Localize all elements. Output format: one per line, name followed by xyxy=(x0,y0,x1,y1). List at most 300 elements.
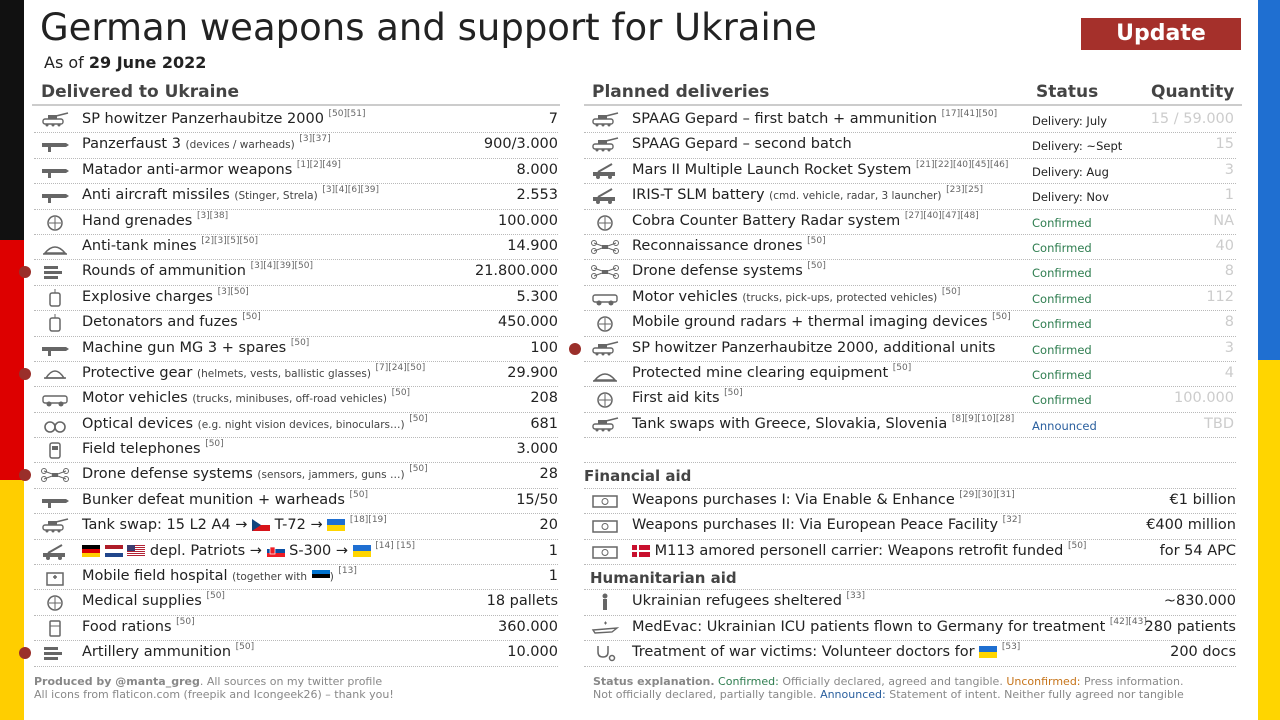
quantity-value: 100.000 xyxy=(1174,390,1234,407)
row-value: 208 xyxy=(530,390,558,407)
mine-clearing-icon xyxy=(590,364,620,384)
label-text: Matador anti-armor weapons xyxy=(82,161,293,178)
delivered-header: Delivered to Ukraine xyxy=(41,82,240,102)
quantity-value: 8 xyxy=(1224,314,1234,331)
quantity-value: 1 xyxy=(1224,187,1234,204)
highlight-dot xyxy=(19,647,31,659)
quantity-value: 15 / 59.000 xyxy=(1150,111,1234,127)
rocket-launcher-icon xyxy=(40,135,70,155)
radar-icon xyxy=(590,313,620,333)
status-value: Delivery: ~Sept xyxy=(1032,139,1123,154)
label-text: Mobile ground radars + thermal imaging devices xyxy=(632,314,988,331)
grenade-icon xyxy=(40,212,70,232)
label-text: Tank swaps with Greece, Slovakia, Slovenia xyxy=(632,415,948,432)
row-label xyxy=(82,111,366,127)
financial-header: Financial aid xyxy=(584,463,1236,488)
landmine-icon xyxy=(40,237,70,257)
financial-row xyxy=(584,540,1236,565)
delivered-row xyxy=(34,438,558,463)
planned-header: Planned deliveries xyxy=(592,82,770,102)
flag-sk-icon xyxy=(267,545,285,557)
references: [3][37] xyxy=(299,134,331,145)
planned-row xyxy=(584,311,1236,336)
label-text: Motor vehicles xyxy=(632,288,738,305)
row-label xyxy=(82,286,249,305)
spaag-icon xyxy=(590,110,620,130)
label-text: Cobra Counter Battery Radar system xyxy=(632,212,901,229)
row-label xyxy=(82,441,224,457)
label-text: M113 amored personell carrier: Weapons retrofit funded xyxy=(654,542,1064,559)
delivered-row xyxy=(34,337,558,362)
quantity-value: 40 xyxy=(1215,237,1234,254)
spaag-icon xyxy=(590,135,620,155)
status-value: Confirmed xyxy=(1032,342,1092,357)
row-label xyxy=(82,337,310,356)
howitzer-icon xyxy=(40,110,70,130)
row-label xyxy=(632,644,1020,660)
status-expl-title: Status explanation. xyxy=(593,675,715,688)
row-label xyxy=(82,136,331,152)
status-value: Confirmed xyxy=(1032,393,1092,408)
flag-dk-icon xyxy=(632,545,650,557)
delivered-row xyxy=(34,159,558,184)
references: [42][43] xyxy=(1109,616,1147,627)
delivered-row xyxy=(34,565,558,590)
delivered-row xyxy=(34,590,558,615)
binoculars-icon xyxy=(40,415,70,435)
references: [29][30][31] xyxy=(959,489,1015,500)
planned-row xyxy=(584,362,1236,387)
tank-icon xyxy=(40,516,70,536)
label-text: Drone defense systems xyxy=(632,263,803,280)
planned-header-rule xyxy=(584,104,1242,106)
subtitle-prefix: As of xyxy=(44,53,84,72)
row-value: 20 xyxy=(539,517,558,534)
humanitarian-row xyxy=(584,590,1236,615)
delivered-row xyxy=(34,133,558,158)
humanitarian-value: 280 patients xyxy=(1144,618,1236,635)
financial-row xyxy=(584,489,1236,514)
delivered-row xyxy=(34,286,558,311)
credits-footer xyxy=(34,675,394,701)
produced-by: Produced by @manta_greg xyxy=(34,675,200,688)
label-text: Tank swap: 15 L2 A4 → xyxy=(82,517,248,534)
status-explanation xyxy=(593,675,1184,701)
label-note-2: ) xyxy=(329,571,334,584)
medevac-icon xyxy=(590,618,620,638)
row-value: 450.000 xyxy=(498,314,558,331)
highlight-dot xyxy=(19,368,31,380)
references: [8][9][10][28] xyxy=(951,413,1015,424)
announced-text: Statement of intent. Neither fully agreed nor tangible xyxy=(889,688,1184,701)
status-value: Confirmed xyxy=(1032,367,1092,382)
confirmed-word: Confirmed: xyxy=(718,675,779,688)
row-value: 681 xyxy=(530,415,558,432)
air-defense-icon xyxy=(590,186,620,206)
row-value: 14.900 xyxy=(507,237,558,254)
references: [1][2][49] xyxy=(296,159,341,170)
financial-row xyxy=(584,514,1236,539)
row-label xyxy=(82,235,258,254)
drone-icon xyxy=(590,262,620,282)
row-label xyxy=(82,187,379,203)
status-value: Confirmed xyxy=(1032,240,1092,255)
row-label xyxy=(632,593,865,609)
page-subtitle xyxy=(44,53,206,72)
references: [3][4][39][50] xyxy=(250,261,314,272)
label-text: SP howitzer Panzerhaubitze 2000, additional units xyxy=(632,339,996,356)
quantity-value: 4 xyxy=(1224,364,1234,381)
label-text: Detonators and fuzes xyxy=(82,314,238,331)
ammunition-icon xyxy=(40,262,70,282)
delivered-row xyxy=(34,311,558,336)
vehicle-icon xyxy=(590,288,620,308)
planned-row xyxy=(584,133,1236,158)
label-text: Protected mine clearing equipment xyxy=(632,364,889,381)
status-value: Announced xyxy=(1032,418,1097,433)
howitzer-icon xyxy=(590,339,620,359)
status-value: Confirmed xyxy=(1032,266,1092,281)
references: [27][40][47][48] xyxy=(904,210,979,221)
ukraine-flag-stripe xyxy=(1258,0,1280,720)
flag-de-icon xyxy=(82,545,100,557)
label-text: depl. Patriots → xyxy=(149,542,262,559)
delivered-row xyxy=(34,387,558,412)
row-label xyxy=(82,593,225,609)
explosive-icon xyxy=(40,288,70,308)
artillery-icon xyxy=(40,643,70,663)
references: [50][51] xyxy=(328,109,366,119)
label-text: IRIS-T SLM battery xyxy=(632,187,765,204)
label-text: Anti-tank mines xyxy=(82,237,197,254)
label-note: (sensors, jammers, guns …) xyxy=(257,469,405,482)
delivered-row xyxy=(34,184,558,209)
row-label xyxy=(632,187,983,203)
planned-row xyxy=(584,159,1236,184)
references: [50] xyxy=(349,489,369,500)
delivered-row xyxy=(34,514,558,539)
delivered-row xyxy=(34,260,558,285)
quantity-value: NA xyxy=(1213,212,1234,229)
humanitarian-value: ~830.000 xyxy=(1163,593,1236,610)
references: [50] xyxy=(409,413,428,424)
hospital-icon xyxy=(40,567,70,587)
money-icon xyxy=(590,542,620,562)
flag-ee-icon xyxy=(312,570,330,582)
delivered-list xyxy=(34,108,558,667)
label-text: First aid kits xyxy=(632,390,720,407)
food-icon xyxy=(40,618,70,638)
row-label xyxy=(82,314,261,330)
row-label xyxy=(632,340,995,356)
flag-nl-icon xyxy=(105,545,123,557)
financial-value: €400 million xyxy=(1146,517,1236,534)
row-value: 1 xyxy=(548,542,558,559)
german-flag-stripe xyxy=(0,0,24,720)
row-label xyxy=(632,517,1021,533)
references: [50] xyxy=(391,388,411,399)
subtitle-date: 29 June 2022 xyxy=(88,53,207,72)
row-value: 3.000 xyxy=(516,441,558,458)
financial-value: for 54 APC xyxy=(1159,542,1236,559)
references: [14] [15] xyxy=(375,540,416,551)
planned-row xyxy=(584,108,1236,133)
planned-row xyxy=(584,387,1236,412)
label-text: Weapons purchases II: Via European Peace Facility xyxy=(632,517,999,534)
row-label xyxy=(82,263,313,279)
drone-icon xyxy=(40,465,70,485)
refugee-icon xyxy=(590,592,620,612)
rocket-launcher-icon xyxy=(40,491,70,511)
label-text: Bunker defeat munition + warheads xyxy=(82,491,345,508)
row-label xyxy=(632,210,979,229)
row-label xyxy=(82,159,341,178)
label-note: (devices / warheads) xyxy=(185,139,295,152)
page-title: German weapons and support for Ukraine xyxy=(40,6,817,49)
quantity-value: 3 xyxy=(1224,161,1234,178)
flag-us-icon xyxy=(127,545,145,557)
humanitarian-row xyxy=(584,641,1236,666)
label-note: (together with xyxy=(232,571,308,584)
label-text: Machine gun MG 3 + spares xyxy=(82,339,287,356)
delivered-row xyxy=(34,413,558,438)
delivered-row xyxy=(34,362,558,387)
delivered-header-rule xyxy=(32,104,560,106)
highlight-dot xyxy=(19,469,31,481)
status-value: Confirmed xyxy=(1032,215,1092,230)
references: [7][24][50] xyxy=(375,362,426,373)
references: [50] xyxy=(892,362,912,373)
row-value: 100 xyxy=(530,339,558,356)
label-text: Optical devices xyxy=(82,415,194,432)
planned-row xyxy=(584,184,1236,209)
status-value: Delivery: July xyxy=(1032,114,1108,128)
delivered-row xyxy=(34,210,558,235)
label-text: Anti aircraft missiles xyxy=(82,187,230,204)
missile-launcher-icon xyxy=(40,542,70,562)
row-label xyxy=(632,616,1147,635)
row-value: 10.000 xyxy=(507,644,558,661)
references: [17][41][50] xyxy=(941,109,998,119)
row-label xyxy=(632,390,743,406)
label-text: Artillery ammunition xyxy=(82,644,232,661)
row-value: 360.000 xyxy=(498,618,558,635)
row-label xyxy=(82,568,357,584)
label-text: Mobile field hospital xyxy=(82,568,228,585)
row-label xyxy=(82,413,428,432)
references: [53] xyxy=(1001,642,1021,653)
planned-row xyxy=(584,337,1236,362)
status-value: Delivery: Nov xyxy=(1032,190,1109,205)
planned-row xyxy=(584,235,1236,260)
row-label xyxy=(632,286,961,305)
rocket-launcher-icon xyxy=(40,161,70,181)
label-text: Explosive charges xyxy=(82,288,213,305)
delivered-row xyxy=(34,489,558,514)
unconfirmed-word: Unconfirmed: xyxy=(1006,675,1081,688)
label-note: (helmets, vests, ballistic glasses) xyxy=(197,367,371,380)
delivered-row xyxy=(34,540,558,565)
references: [23][25] xyxy=(946,185,984,196)
row-label xyxy=(632,540,1087,559)
row-value: 15/50 xyxy=(516,491,558,508)
label-text: Mars II Multiple Launch Rocket System xyxy=(632,161,912,178)
humanitarian-header: Humanitarian aid xyxy=(584,565,1236,590)
delivered-row xyxy=(34,641,558,666)
label-text: Ukrainian refugees sheltered xyxy=(632,593,842,610)
field-telephone-icon xyxy=(40,440,70,460)
radar-icon xyxy=(590,212,620,232)
label-note: (e.g. night vision devices, binoculars…) xyxy=(197,418,405,431)
row-value: 29.900 xyxy=(507,364,558,381)
label-text: Drone defense systems xyxy=(82,466,253,483)
references: [50] xyxy=(242,312,261,323)
label-text: Treatment of war victims: Volunteer doctors for xyxy=(632,644,975,661)
delivered-row xyxy=(34,616,558,641)
references: [50] xyxy=(205,439,224,450)
quantity-value: 112 xyxy=(1206,288,1234,305)
row-value: 28 xyxy=(539,466,558,483)
row-label xyxy=(632,413,1015,432)
status-header: Status xyxy=(1036,82,1099,102)
references: [50] xyxy=(941,286,961,297)
references: [21][22][40][45][46] xyxy=(916,159,1009,170)
quantity-value: 3 xyxy=(1224,339,1234,356)
row-label xyxy=(82,644,254,660)
humanitarian-row xyxy=(584,616,1236,641)
stethoscope-icon xyxy=(590,643,620,663)
references: [50] xyxy=(290,337,310,348)
label-text: Weapons purchases I: Via Enable & Enhance xyxy=(632,491,955,508)
references: [50] xyxy=(807,261,826,272)
planned-row xyxy=(584,286,1236,311)
humanitarian-value: 200 docs xyxy=(1170,644,1236,661)
label-note: (trucks, pick-ups, protected vehicles) xyxy=(742,291,938,304)
highlight-dot xyxy=(19,266,31,278)
first-aid-icon xyxy=(590,389,620,409)
references: [50] xyxy=(724,388,743,399)
references: [50] xyxy=(235,642,255,653)
row-label xyxy=(82,489,369,508)
row-value: 18 pallets xyxy=(486,593,558,610)
confirmed-text: Officially declared, agreed and tangible. xyxy=(782,675,1003,688)
tank-icon xyxy=(590,415,620,435)
recon-drone-icon xyxy=(590,237,620,257)
label-text: Food rations xyxy=(82,618,172,635)
row-label xyxy=(82,390,410,406)
quantity-value: 8 xyxy=(1224,263,1234,280)
missile-icon xyxy=(40,186,70,206)
row-label xyxy=(82,540,416,559)
label-text: MedEvac: Ukrainian ICU patients flown to Germany for treatment xyxy=(632,618,1106,635)
label-text: SPAAG Gepard – first batch + ammunition xyxy=(632,111,938,127)
medical-icon xyxy=(40,592,70,612)
label-text: SP howitzer Panzerhaubitze 2000 xyxy=(82,111,324,127)
flag-ua-icon xyxy=(353,545,371,557)
helmet-icon xyxy=(40,364,70,384)
status-value: Confirmed xyxy=(1032,317,1092,332)
row-label xyxy=(82,210,229,229)
label-text: Motor vehicles xyxy=(82,390,188,407)
quantity-header: Quantity xyxy=(1151,82,1235,102)
references: [2][3][5][50] xyxy=(201,235,258,246)
highlight-dot xyxy=(569,343,581,355)
vehicle-icon xyxy=(40,389,70,409)
rocket-system-icon xyxy=(590,161,620,181)
row-label xyxy=(82,466,428,482)
label-text: Hand grenades xyxy=(82,212,193,229)
references: [33] xyxy=(846,591,866,602)
row-label xyxy=(82,616,195,635)
flag-ua-icon xyxy=(979,646,997,658)
flag-ua-icon xyxy=(327,519,345,531)
row-label xyxy=(632,111,997,127)
icons-credit: All icons from flaticon.com (freepik and Icongeek26) – thank you! xyxy=(34,688,394,701)
label-note: (trucks, minibuses, off-road vehicles) xyxy=(192,393,387,406)
label-note: (cmd. vehicle, radar, 3 launcher) xyxy=(769,190,942,203)
row-value: 5.300 xyxy=(516,288,558,305)
references: [50] xyxy=(992,312,1011,323)
planned-row xyxy=(584,210,1236,235)
label-text-2: T-72 → xyxy=(274,517,323,534)
row-value: 1 xyxy=(548,568,558,585)
references: [3][38] xyxy=(196,210,229,221)
label-note: (Stinger, Strela) xyxy=(234,190,318,203)
label-text: Panzerfaust 3 xyxy=(82,136,181,153)
references: [13] xyxy=(338,566,357,577)
financial-value: €1 billion xyxy=(1169,491,1236,508)
update-badge[interactable]: Update xyxy=(1081,18,1241,50)
row-label xyxy=(632,136,852,152)
status-value: Confirmed xyxy=(1032,291,1092,306)
references: [3][50] xyxy=(217,286,249,297)
references: [50] xyxy=(176,616,195,627)
spacer-row xyxy=(584,438,1236,463)
detonator-icon xyxy=(40,313,70,333)
flag-cz-icon xyxy=(252,519,270,531)
row-label xyxy=(632,159,1009,178)
row-label xyxy=(82,362,426,381)
label-text: Reconnaissance drones xyxy=(632,237,803,254)
planned-row xyxy=(584,260,1236,285)
planned-row xyxy=(584,413,1236,438)
row-value: 2.553 xyxy=(516,187,558,204)
row-value: 21.800.000 xyxy=(474,263,558,280)
row-value: 100.000 xyxy=(498,212,558,229)
quantity-value: TBD xyxy=(1204,415,1234,432)
status-value: Delivery: Aug xyxy=(1032,164,1109,179)
references: [3][4][6][39] xyxy=(322,185,380,196)
references: [18][19] xyxy=(349,515,387,526)
planned-list xyxy=(584,108,1236,667)
references: [50] xyxy=(206,591,225,602)
label-text-2: S-300 → xyxy=(289,542,349,559)
row-label xyxy=(82,517,387,533)
references: [50] xyxy=(409,464,428,475)
references: [50] xyxy=(1067,540,1087,551)
label-text: Medical supplies xyxy=(82,593,202,610)
unconfirmed-text-2: Not officially declared, partially tangible. xyxy=(593,688,817,701)
row-value: 7 xyxy=(548,111,558,127)
delivered-row xyxy=(34,463,558,488)
money-icon xyxy=(590,491,620,511)
produced-rest: . All sources on my twitter profile xyxy=(199,675,383,688)
row-label xyxy=(632,362,912,381)
row-label xyxy=(632,314,1011,330)
references: [32] xyxy=(1002,515,1022,526)
row-label xyxy=(632,263,826,279)
row-label xyxy=(632,489,1015,508)
